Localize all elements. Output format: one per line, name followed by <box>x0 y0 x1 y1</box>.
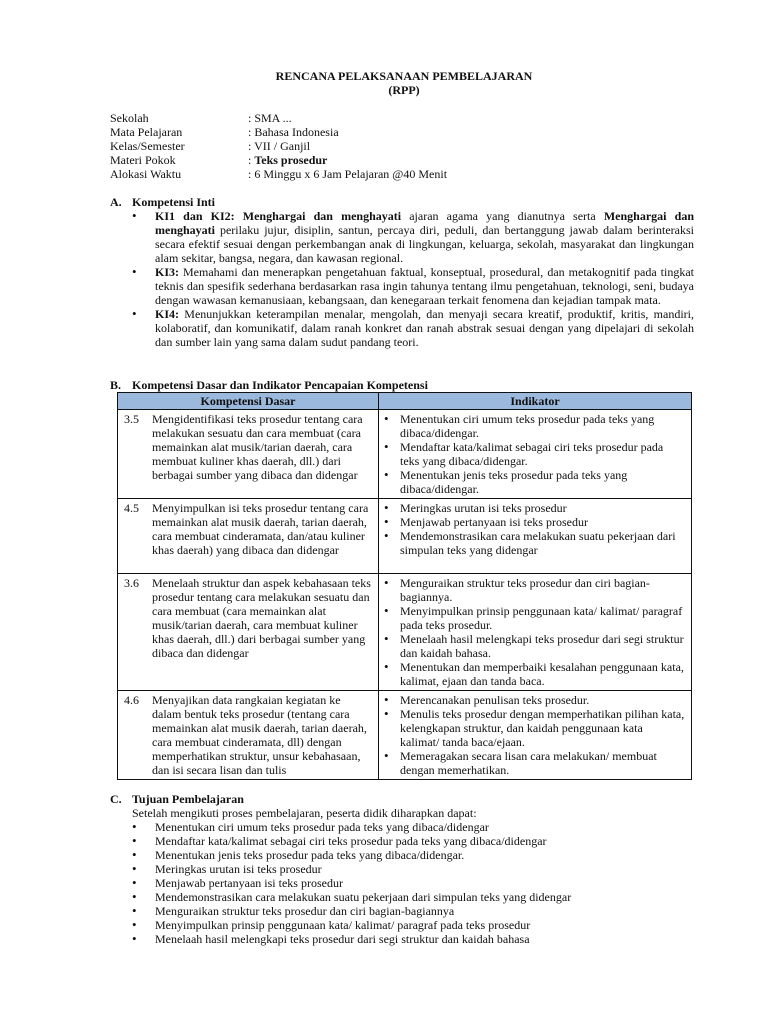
section-title: Kompetensi Inti <box>132 195 216 209</box>
indicator-item: • Mendaftar kata/kalimat sebagai ciri teks prosedur pada teks yang dibaca/didengar. <box>383 440 685 468</box>
identity-value: : VII / Ganjil <box>248 139 311 153</box>
indicator-cell <box>379 574 692 691</box>
list-item: • Menjawab pertanyaan isi teks prosedur <box>132 876 694 890</box>
indicator-item: • Menjawab pertanyaan isi teks prosedur <box>383 515 685 529</box>
kd-indicator-table <box>117 392 692 780</box>
identity-label: Mata Pelajaran <box>110 125 183 139</box>
identity-label: Kelas/Semester <box>110 139 185 153</box>
table-header-row <box>118 393 692 410</box>
indicator-item: • Menentukan jenis teks prosedur pada teks yang dibaca/didengar. <box>383 468 685 496</box>
list-item: • Menyimpulkan prinsip penggunaan kata/ kalimat/ paragraf pada teks prosedur <box>132 918 694 932</box>
kompetensi-inti-list <box>132 209 694 349</box>
identity-block <box>110 111 447 181</box>
indicator-item: • Menguraikan struktur teks prosedur dan ciri bagian-bagiannya. <box>383 576 685 604</box>
tujuan-list <box>132 820 694 946</box>
ki-bold: KI4: <box>155 307 179 321</box>
document-title <box>0 69 768 97</box>
title-line-2: (RPP) <box>388 83 420 97</box>
column-header-kd: Kompetensi Dasar <box>118 393 379 410</box>
section-letter: B. <box>110 378 122 392</box>
identity-value-bold: Teks prosedur <box>254 153 328 167</box>
ki-text: perilaku jujur, disiplin, santun, percaya diri, peduli, dan bertanggung jawab dalam berinteraksi secara efektif sesuai dengan perkembangan anak di lingkungan, keluarga, sekolah, masyarakat dan lingkungan alam sekitar, bangsa, negara, dan kawasan regional. <box>155 223 694 265</box>
column-header-indikator: Indikator <box>379 393 692 410</box>
table-row <box>118 691 692 780</box>
list-item: • Menentukan ciri umum teks prosedur pada teks yang dibaca/didengar <box>132 820 694 834</box>
section-title: Kompetensi Dasar dan Indikator Pencapaian Kompetensi <box>132 378 428 392</box>
indicator-item: • Menyimpulkan prinsip penggunaan kata/ kalimat/ paragraf pada teks prosedur. <box>383 604 685 632</box>
indicator-cell <box>379 410 692 499</box>
indicator-item: • Menulis teks prosedur dengan memperhatikan pilihan kata, kelengkapan struktur, dan kaidah penggunaan kata kalimat/ tanda baca/ejaan. <box>383 707 685 749</box>
identity-value: : 6 Minggu x 6 Jam Pelajaran @40 Menit <box>248 167 448 181</box>
table-row <box>118 574 692 691</box>
section-b-heading <box>110 378 428 392</box>
identity-value: : SMA ... <box>248 111 292 125</box>
indicator-item: • Mendemonstrasikan cara melakukan suatu pekerjaan dari simpulan teks yang didengar <box>383 529 685 557</box>
kd-cell <box>118 691 379 780</box>
identity-row-materi-pokok <box>110 153 447 167</box>
list-item: • Mendaftar kata/kalimat sebagai ciri teks prosedur pada teks yang dibaca/didengar <box>132 834 694 848</box>
indicator-item: • Memeragakan secara lisan cara melakukan/ membuat dengan memerhatikan. <box>383 749 685 777</box>
ki-bold: Menghargai dan menghayati <box>155 209 695 237</box>
indicator-item: • Menentukan ciri umum teks prosedur pada teks yang dibaca/didengar. <box>383 412 685 440</box>
list-item <box>132 209 694 265</box>
section-c-heading <box>110 792 244 806</box>
ki-text: Menunjukkan keterampilan menalar, mengolah, dan menyaji secara kreatif, produktif, kritis, mandiri, kolaboratif, dan komunikatif, dalam ranah konkret dan ranah abstrak sesuai dengan yang dipelajari di sekolah dan sumber lain yang sama dalam sudut pandang teori. <box>155 307 694 349</box>
ki-bold: KI3: <box>155 265 179 279</box>
kd-text: Mengidentifikasi teks prosedur tentang cara melakukan sesuatu dan cara membuat (cara memainkan alat musik/tarian daerah, cara membuat kuliner khas daerah, dll.) dari berbagai sumber yang dibaca dan didengar <box>152 412 363 482</box>
kd-cell <box>118 410 379 499</box>
kd-number: 3.5 <box>124 412 139 426</box>
ki-bold: KI1 dan KI2: Menghargai dan menghayati <box>155 209 402 223</box>
kd-text: Menyajikan data rangkaian kegiatan ke dalam bentuk teks prosedur (tentang cara memainkan alat musik daerah, tarian daerah, cara membuat cinderamata, dll) dengan memperhatikan struktur, unsur kebahasaan, dan isi secara lisan dan tulis <box>152 693 367 777</box>
section-letter: A. <box>110 195 122 209</box>
identity-value-prefix: : <box>248 153 255 167</box>
kd-number: 3.6 <box>124 576 139 590</box>
list-item: • Menguraikan struktur teks prosedur dan ciri bagian-bagiannya <box>132 904 694 918</box>
section-a-heading <box>110 195 215 209</box>
identity-row-sekolah <box>110 111 447 125</box>
kd-cell <box>118 499 379 574</box>
list-item: • Menelaah hasil melengkapi teks prosedur dari segi struktur dan kaidah bahasa <box>132 932 694 946</box>
list-item <box>132 307 694 349</box>
list-item <box>132 265 694 307</box>
identity-label: Materi Pokok <box>110 153 176 167</box>
section-letter: C. <box>110 792 122 806</box>
identity-label: Sekolah <box>110 111 149 125</box>
kd-cell <box>118 574 379 691</box>
identity-value: : Bahasa Indonesia <box>248 125 339 139</box>
identity-row-mata-pelajaran <box>110 125 447 139</box>
list-item: • Mendemonstrasikan cara melakukan suatu pekerjaan dari simpulan teks yang didengar <box>132 890 694 904</box>
section-title: Tujuan Pembelajaran <box>132 792 244 806</box>
tujuan-intro: Setelah mengikuti proses pembelajaran, peserta didik diharapkan dapat: <box>132 806 477 820</box>
kd-text: Menyimpulkan isi teks prosedur tentang cara memainkan alat musik daerah, tarian daerah, cara membuat cinderamata, dan/atau kuliner khas daerah) yang dibaca dan didengar <box>152 501 369 557</box>
table-row <box>118 410 692 499</box>
list-item: • Menentukan jenis teks prosedur pada teks yang dibaca/didengar. <box>132 848 694 862</box>
table-row <box>118 499 692 574</box>
kd-number: 4.6 <box>124 693 139 707</box>
title-line-1: RENCANA PELAKSANAAN PEMBELAJARAN <box>275 69 533 83</box>
indicator-item: • Menelaah hasil melengkapi teks prosedur dari segi struktur dan kaidah bahasa. <box>383 632 685 660</box>
kd-text: Menelaah struktur dan aspek kebahasaan teks prosedur tentang cara melakukan sesuatu dan cara membuat (cara memainkan alat musik/tarian daerah, cara membuat kuliner khas daerah, dll.) dari berbagai sumber yang dibaca dan didengar <box>152 576 371 660</box>
indicator-cell <box>379 499 692 574</box>
identity-row-kelas-semester <box>110 139 447 153</box>
identity-label: Alokasi Waktu <box>110 167 182 181</box>
indicator-item: • Merencanakan penulisan teks prosedur. <box>383 693 685 707</box>
ki-text: Memahami dan menerapkan pengetahuan faktual, konseptual, prosedural, dan metakognitif pada tingkat teknis dan spesifik sederhana berdasarkan rasa ingin tahunya tentang ilmu pengetahuan, teknologi, seni, budaya dengan wawasan kemanusiaan, kebangsaan, dan kenegaraan terkait fenomena dan kejadian tampak mata. <box>155 265 694 307</box>
ki-text: ajaran agama yang dianutnya serta <box>401 209 604 223</box>
identity-value <box>248 153 327 167</box>
indicator-item: • Meringkas urutan isi teks prosedur <box>383 501 685 515</box>
kd-number: 4.5 <box>124 501 139 515</box>
identity-row-alokasi-waktu <box>110 167 447 181</box>
indicator-cell <box>379 691 692 780</box>
list-item: • Meringkas urutan isi teks prosedur <box>132 862 694 876</box>
indicator-item: • Menentukan dan memperbaiki kesalahan penggunaan kata, kalimat, ejaan dan tanda baca. <box>383 660 685 688</box>
